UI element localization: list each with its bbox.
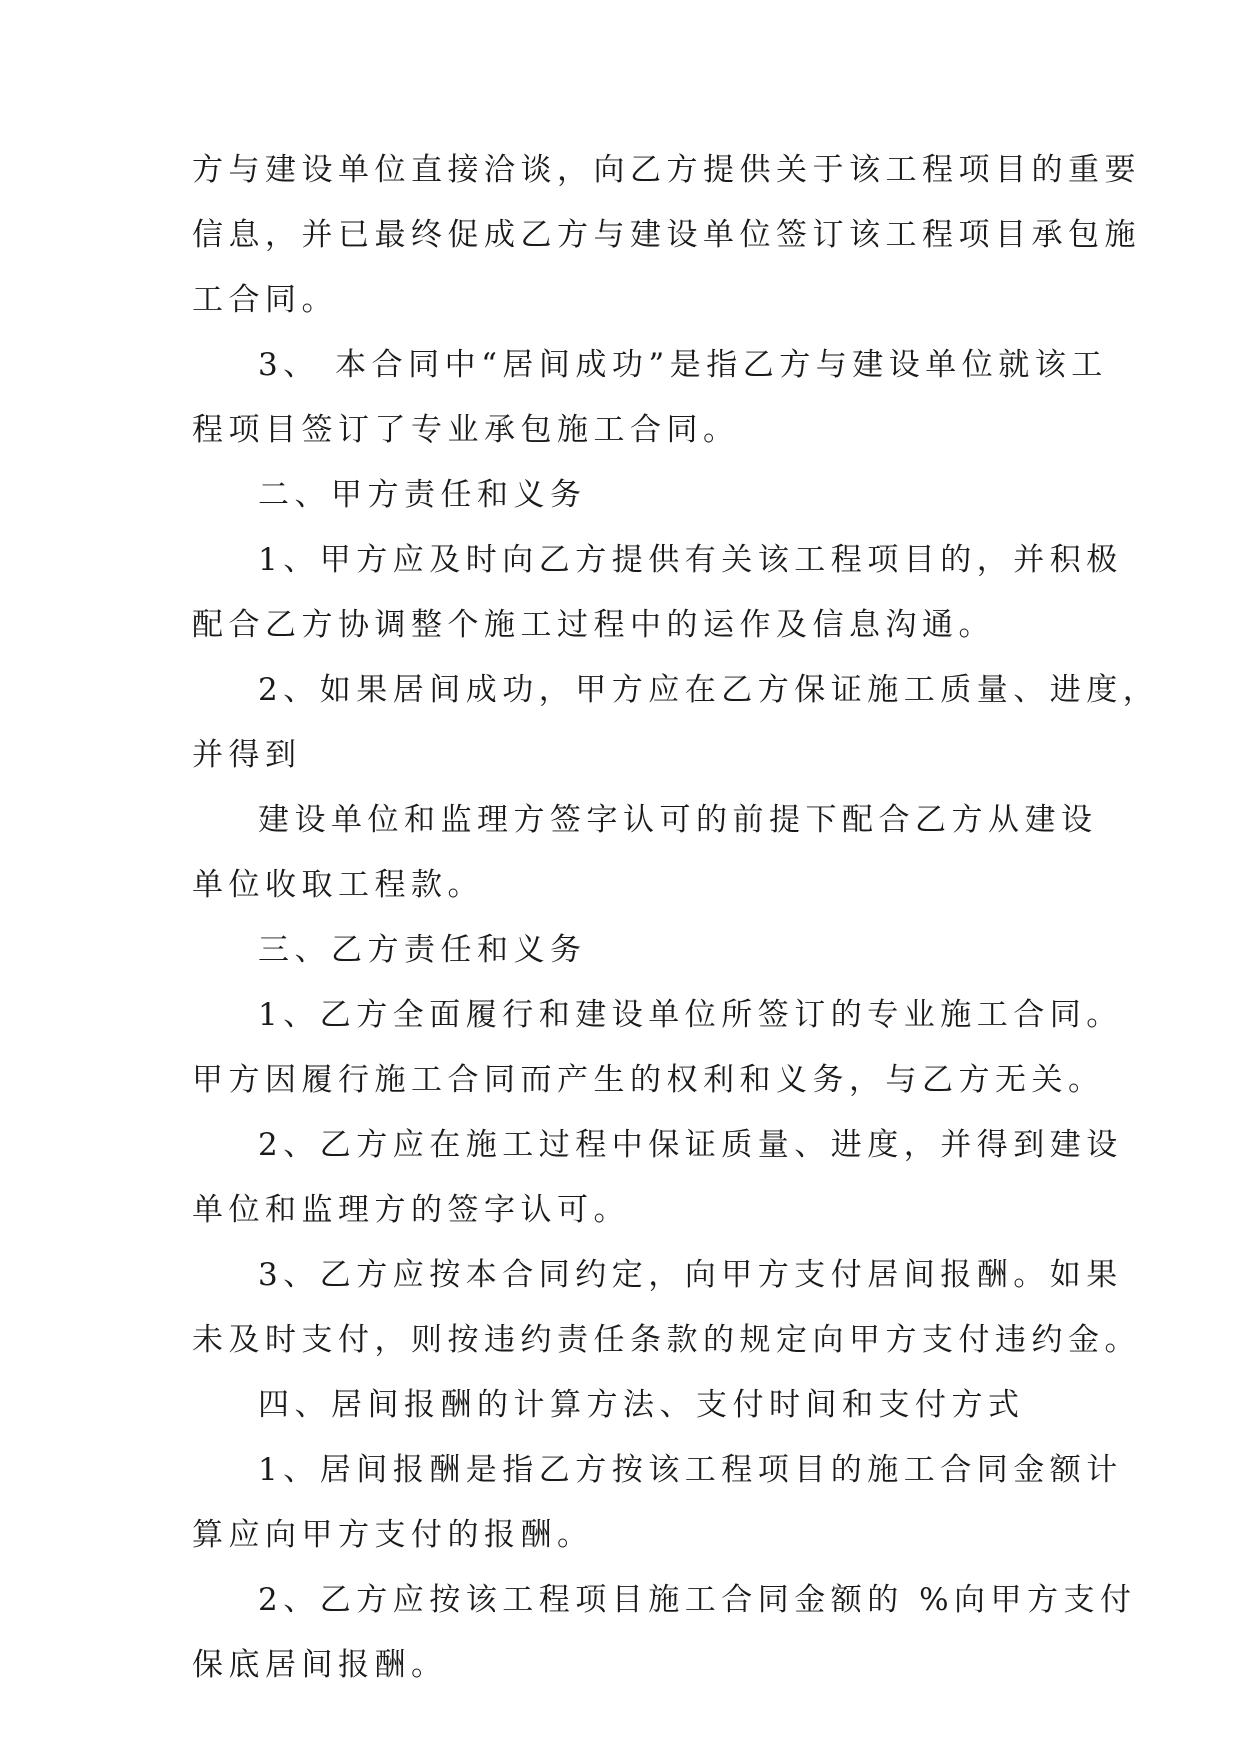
text-line: 2、乙方应按该工程项目施工合同金额的 %向甲方支付 bbox=[258, 1582, 1137, 1618]
text-line: 建设单位和监理方签字认可的前提下配合乙方从建设 bbox=[258, 802, 1098, 838]
text-line: 甲方因履行施工合同而产生的权利和义务，与乙方无关。 bbox=[192, 1062, 1105, 1098]
text-line: 2、乙方应在施工过程中保证质量、进度，并得到建设 bbox=[258, 1127, 1123, 1163]
text-line: 信息，并已最终促成乙方与建设单位签订该工程项目承包施 bbox=[192, 217, 1141, 253]
text-line: 未及时支付，则按违约责任条款的规定向甲方支付违约金。 bbox=[192, 1322, 1141, 1358]
section-heading: 三、乙方责任和义务 bbox=[258, 932, 587, 968]
text-line: 配合乙方协调整个施工过程中的运作及信息沟通。 bbox=[192, 607, 995, 643]
text-line: 1、居间报酬是指乙方按该工程项目的施工合同金额计 bbox=[258, 1452, 1123, 1488]
text-line: 单位和监理方的签字认可。 bbox=[192, 1192, 630, 1228]
text-line: 2、如果居间成功，甲方应在乙方保证施工质量、进度， bbox=[258, 672, 1160, 708]
section-heading: 二、甲方责任和义务 bbox=[258, 477, 587, 513]
text-line: 工合同。 bbox=[192, 282, 338, 318]
text-line: 并得到 bbox=[192, 737, 302, 773]
text-line: 方与建设单位直接洽谈，向乙方提供关于该工程项目的重要 bbox=[192, 152, 1141, 188]
text-line: 单位收取工程款。 bbox=[192, 867, 484, 903]
text-line: 1、乙方全面履行和建设单位所签订的专业施工合同。 bbox=[258, 997, 1123, 1033]
text-line: 1、甲方应及时向乙方提供有关该工程项目的，并积极 bbox=[258, 542, 1123, 578]
text-line: 程项目签订了专业承包施工合同。 bbox=[192, 412, 740, 448]
text-line: 算应向甲方支付的报酬。 bbox=[192, 1517, 594, 1553]
text-line: 3、 本合同中“居间成功”是指乙方与建设单位就该工 bbox=[258, 347, 1108, 383]
text-line: 保底居间报酬。 bbox=[192, 1647, 448, 1683]
text-line: 3、乙方应按本合同约定，向甲方支付居间报酬。如果 bbox=[258, 1257, 1123, 1293]
section-heading: 四、居间报酬的计算方法、支付时间和支付方式 bbox=[258, 1387, 1025, 1423]
